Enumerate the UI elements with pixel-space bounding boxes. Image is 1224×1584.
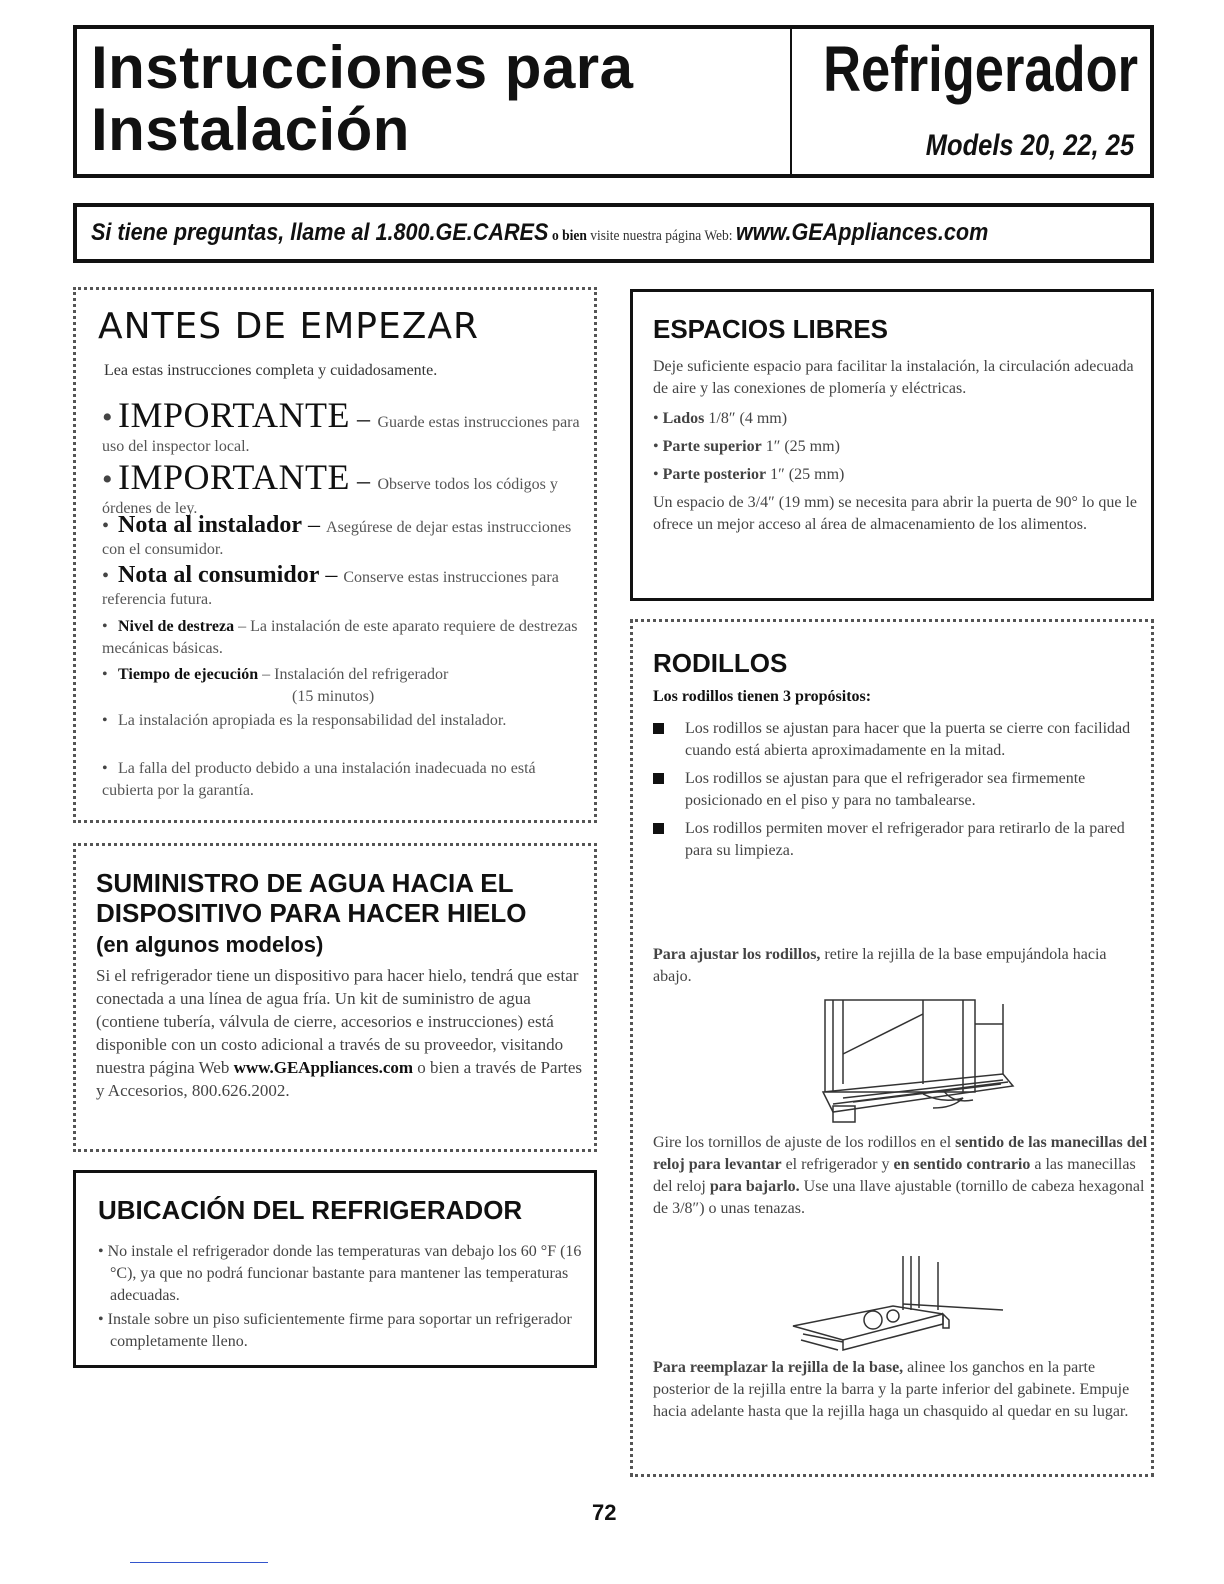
suministro-subtitle: (en algunos modelos) [96,932,324,957]
banner-bien: o bien [551,228,587,244]
title-line-2: Instalación [91,96,410,163]
ubicacion-list [98,1241,588,1355]
antes-item-importante-2: • IMPORTANTE – Observe todos los códigos y órdenes de ley. [102,457,558,517]
roller-adjustment-illustration [783,1254,1013,1354]
banner-visit: visite nuestra página Web: [586,228,736,244]
brand-title: Refrigerador [823,33,1138,105]
list-item: Los rodillos permiten mover el refrigerador para retirarlo de la pared para su limpieza. [653,818,1143,862]
square-bullet-icon [653,723,664,734]
list-item: • Lados 1/8″ (4 mm) [653,410,788,427]
square-bullet-icon [653,823,664,834]
espacios-note: Un espacio de 3/4″ (19 mm) se necesita para abrir la puerta de 90° lo que le ofrece un mejor acceso al área de almacenamiento de los alimentos. [653,494,1137,533]
square-bullet-icon [653,773,664,784]
list-item: • No instale el refrigerador donde las temperaturas van debajo los 60 °F (16 °C), ya que no podrá funcionar bastante para mantener las temperaturas adecuadas. [98,1243,582,1304]
header-title [77,29,792,174]
ubicacion-title: UBICACIÓN DEL REFRIGERADOR [98,1195,523,1225]
rodillos-ajustar-text: Para ajustar los rodillos, retire la rejilla de la base empujándola hacia abajo. [653,946,1107,985]
models-label: Models 20, 22, 25 [925,129,1134,162]
suministro-title: SUMINISTRO DE AGUA HACIA EL DISPOSITIVO PARA HACER HIELO [96,868,527,928]
rodillos-section [630,619,1154,1477]
header-brand-panel [792,29,1150,174]
title-line-1: Instrucciones para [91,34,634,101]
banner-question: Si tiene preguntas, llame al 1.800.GE.CARES [91,219,549,246]
antes-item-garantia: • La falla del producto debido a una instalación inadecuada no está cubierta por la garantía. [102,760,536,799]
antes-item-importante-1: • IMPORTANTE – Guarde estas instrucciones para uso del inspector local. [102,395,580,455]
contact-banner [73,203,1154,263]
antes-item-tiempo-ejecucion: • Tiempo de ejecución – Instalación del refrigerador (15 minutos) [102,666,449,705]
antes-item-nota-consumidor: • Nota al consumidor – Conserve estas instrucciones para referencia futura. [102,562,559,608]
list-item: • Instale sobre un piso suficientemente firme para soportar un refrigerador completamente lleno. [98,1311,572,1350]
antes-item-nota-instalador: • Nota al instalador – Asegúrese de dejar estas instrucciones con el consumidor. [102,512,572,558]
rodillos-gire-text: Gire los tornillos de ajuste de los rodillos en el sentido de las manecillas del reloj para levantar el refrigerador y en sentido contrario a las manecillas del reloj para bajarlo. Use una llave ajustable (tornillo de cabeza hexagonal de 3/8″) o unas tenazas. [653,1134,1148,1217]
antes-intro: Lea estas instrucciones completa y cuidadosamente. [104,362,438,379]
list-item: • Parte superior 1″ (25 mm) [653,438,840,455]
ubicacion-section [73,1170,597,1368]
base-grille-illustration [803,994,1043,1124]
espacios-body [653,356,1143,536]
list-item: Los rodillos se ajustan para hacer que la puerta se cierre con facilidad cuando está abierta aproximadamente en la mitad. [653,718,1143,762]
rodillos-title: RODILLOS [653,648,788,678]
header [73,25,1154,178]
suministro-agua-section [73,843,597,1152]
antes-title: ANTES DE EMPEZAR [98,306,480,347]
suministro-body: Si el refrigerador tiene un dispositivo para hacer hielo, tendrá que estar conectada a una línea de agua fría. Un kit de suministro de agua (contiene tubería, válvula de cierre, accesorios e instrucciones) está disponible con un costo adicional a través de su proveedor, visitando nuestra página Web www.GEAppliances.com o bien a través de Partes y Accesorios, 800.626.2002. [96,966,583,1100]
page-number: 72 [592,1500,617,1525]
antes-item-nivel-destreza: • Nivel de destreza – La instalación de este aparato requiere de destrezas mecánicas básicas. [102,618,578,657]
list-item: Los rodillos se ajustan para que el refrigerador sea firmemente posicionado en el piso y para no tambalearse. [653,768,1143,812]
rodillos-list [653,718,1143,868]
rodillos-reemplazar-text: Para reemplazar la rejilla de la base, alinee los ganchos en la parte posterior de la rejilla entre la barra y la parte inferior del gabinete. Empuje hacia adelante hasta que la rejilla haga un chasquido al quedar en su lugar. [653,1359,1130,1420]
list-item: • Parte posterior 1″ (25 mm) [653,466,845,483]
espacios-list [653,408,1143,486]
antes-item-responsabilidad: • La instalación apropiada es la responsabilidad del instalador. [102,712,507,729]
suministro-website-link[interactable]: www.GEAppliances.com [233,1058,414,1077]
espacios-libres-section [630,289,1154,601]
espacios-intro: Deje suficiente espacio para facilitar la instalación, la circulación adecuada de aire y las conexiones de plomería y eléctricas. [653,358,1134,397]
footer-divider [130,1562,268,1563]
banner-website-link[interactable]: www.GEAppliances.com [735,219,989,246]
rodillos-intro: Los rodillos tienen 3 propósitos: [653,688,872,705]
antes-de-empezar-section [73,287,597,823]
espacios-title: ESPACIOS LIBRES [653,314,889,344]
